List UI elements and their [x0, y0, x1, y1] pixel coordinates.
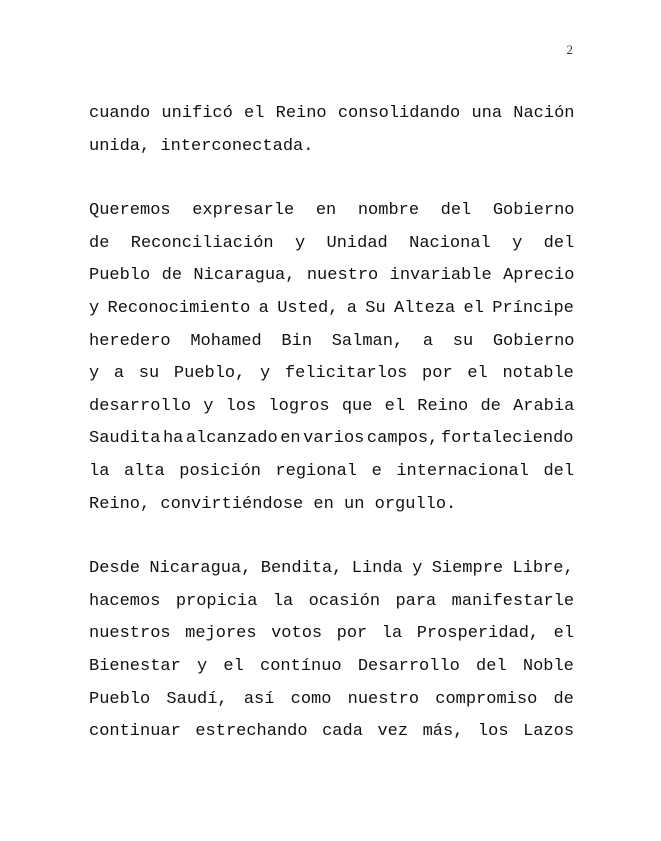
- text-line: Desde Nicaragua, Bendita, Linda y Siempre Libre,: [89, 559, 574, 579]
- paragraph-2: [89, 195, 574, 521]
- text-line: Pueblo Saudí, así como nuestro compromiso de: [89, 689, 574, 709]
- text-line: Bienestar y el contínuo Desarrollo del Noble: [89, 656, 574, 676]
- text-line: nuestros mejores votos por la Prosperidad, el: [89, 624, 575, 644]
- text-line: cuando unificó el Reino consolidando una Nación: [89, 104, 575, 123]
- text-line: la alta posición regional e internacional del: [89, 461, 575, 481]
- page-number: 2: [566, 42, 573, 57]
- text-line: heredero Mohamed Bin Salman, a su Gobierno: [89, 331, 575, 351]
- document-body: [89, 98, 574, 781]
- text-line: y a su Pueblo, y felicitarlos por el notable: [89, 364, 574, 384]
- text-line: hacemos propicia la ocasión para manifestarle: [89, 591, 575, 611]
- text-line: de Reconciliación y Unidad Nacional y del: [89, 233, 575, 253]
- text-line: desarrollo y los logros que el Reino de Arabia: [89, 396, 575, 416]
- text-line: unida, interconectada.: [89, 136, 314, 156]
- text-line: Reino, convirtiéndose en un orgullo.: [89, 494, 457, 514]
- text-line: Saudita ha alcanzado en varios campos, fortaleciendo: [89, 429, 574, 449]
- text-line: Pueblo de Nicaragua, nuestro invariable Aprecio: [89, 266, 575, 286]
- text-line: Queremos expresarle en nombre del Gobierno: [89, 201, 575, 221]
- text-line: continuar estrechando cada vez más, los Lazos: [89, 722, 575, 742]
- paragraph-1: [89, 98, 574, 163]
- text-line: y Reconocimiento a Usted, a Su Alteza el Príncipe: [89, 298, 574, 318]
- paragraph-3: [89, 553, 574, 749]
